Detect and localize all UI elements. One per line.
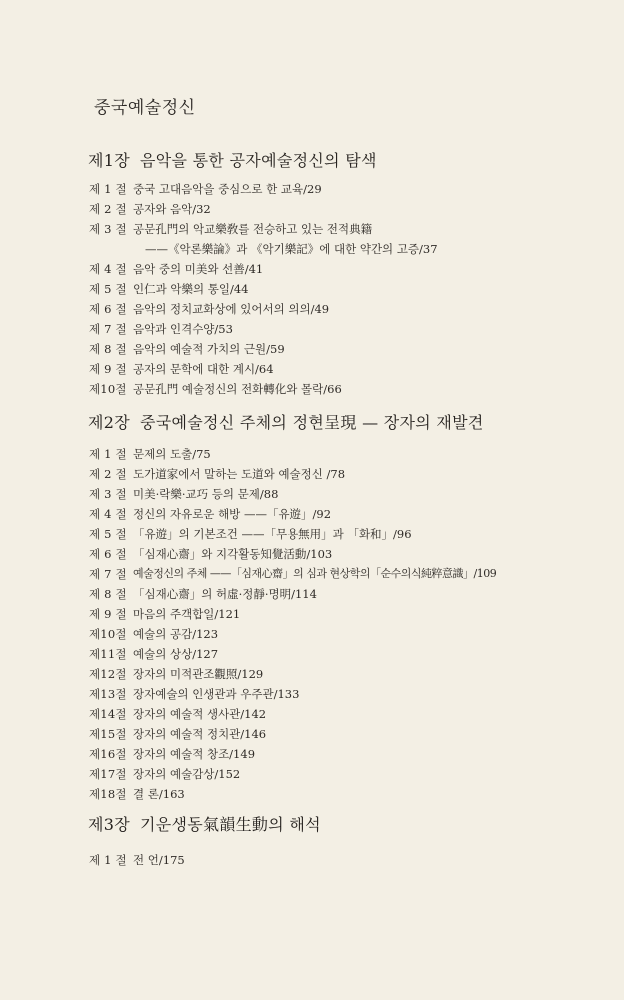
section-number: 제16절	[89, 747, 127, 761]
section-title: 음악의 정치교화상에 있어서의 의의/49	[133, 302, 330, 316]
section-title: 공자의 문학에 대한 계시/64	[133, 362, 274, 376]
section-number: 제 6 절	[89, 302, 127, 316]
section-number: 제 4 절	[89, 507, 127, 521]
section-title: 음악과 인격수양/53	[133, 322, 233, 336]
section-title: 중국 고대음악을 중심으로 한 교육/29	[133, 182, 322, 196]
section-title: 공자와 음악/32	[133, 202, 211, 216]
section-number: 제 3 절	[89, 487, 127, 501]
section-title: 「심재心齋」의 허虛·정靜·명明/114	[133, 587, 317, 601]
section-title: 마음의 주객합일/121	[133, 607, 241, 621]
section-title: 공문孔門 예술정신의 전화轉化와 몰락/66	[133, 382, 342, 396]
section-title: 예술의 공감/123	[133, 627, 219, 641]
section-title: 장자예술의 인생관과 우주관/133	[133, 687, 300, 701]
section-number: 제 9 절	[89, 607, 127, 621]
section-number: 제 6 절	[89, 547, 127, 561]
section-number: 제 2 절	[89, 467, 127, 481]
section-number: 제18절	[89, 787, 127, 801]
section-title: 결 론/163	[133, 787, 185, 801]
section-number: 제 1 절	[89, 447, 127, 461]
chapter-title: 음악을 통한 공자예술정신의 탐색	[140, 151, 377, 170]
section-title: 장자의 미적관조觀照/129	[133, 667, 264, 681]
section-title: 전 언/175	[133, 853, 185, 867]
book-title: 중국예술정신	[94, 98, 196, 118]
section-title: 장자의 예술적 창조/149	[133, 747, 256, 761]
chapter-number: 제1장	[88, 151, 130, 170]
section-title: 인仁과 악樂의 통일/44	[133, 282, 249, 296]
section-title: 장자의 예술감상/152	[133, 767, 241, 781]
chapter-number: 제3장	[88, 815, 130, 834]
chapter-2-heading	[88, 410, 484, 433]
section-title: 도가道家에서 말하는 도道와 예술정신 /78	[133, 467, 346, 481]
chapter-3-heading	[88, 812, 321, 835]
chapter-1-heading	[88, 148, 377, 171]
section-number: 제10절	[89, 627, 127, 641]
section-number: 제 7 절	[89, 567, 127, 581]
section-number: 제 8 절	[89, 587, 127, 601]
section-title: 「심재心齋」와 지각활동知覺活動/103	[133, 547, 333, 561]
section-title: 장자의 예술적 정치관/146	[133, 727, 267, 741]
section-number: 제12절	[89, 667, 127, 681]
section-title: 음악 중의 미美와 선善/41	[133, 262, 264, 276]
section-title: 음악의 예술적 가치의 근원/59	[133, 342, 285, 356]
section-number: 제15절	[89, 727, 127, 741]
section-number: 제 2 절	[89, 202, 127, 216]
section-number: 제 4 절	[89, 262, 127, 276]
section-title: 정신의 자유로운 해방 ——「유遊」/92	[133, 507, 332, 521]
section-title: 문제의 도출/75	[133, 447, 211, 461]
chapter-title: 중국예술정신 주체의 정현呈現 — 장자의 재발견	[140, 413, 484, 432]
section-number: 제11절	[89, 647, 127, 661]
section-number: 제 5 절	[89, 282, 127, 296]
section-title: 공문孔門의 악교樂敎를 전승하고 있는 전적典籍	[133, 222, 373, 236]
section-title: 「유遊」의 기본조건 ——「무용無用」과 「화和」/96	[133, 527, 412, 541]
section-number: 제 1 절	[89, 182, 127, 196]
chapter-number: 제2장	[88, 413, 130, 432]
section-number: 제 8 절	[89, 342, 127, 356]
section-number: 제 9 절	[89, 362, 127, 376]
chapter-title: 기운생동氣韻生動의 해석	[140, 815, 321, 834]
section-number: 제 3 절	[89, 222, 127, 236]
section-title: 미美·락樂·교巧 등의 문제/88	[133, 487, 279, 501]
section-title: 장자의 예술적 생사관/142	[133, 707, 267, 721]
section-number: 제13절	[89, 687, 127, 701]
section-title: ——《악론樂論》과 《악기樂記》에 대한 약간의 고증/37	[145, 242, 438, 256]
section-number: 제 7 절	[89, 322, 127, 336]
section-title: 예술의 상상/127	[133, 647, 219, 661]
section-number: 제17절	[89, 767, 127, 781]
section-number: 제 1 절	[89, 853, 127, 867]
section-title: 예술정신의 주체 ——「심재心齋」의 심과 현상학의「순수의식純粹意識」/109	[133, 567, 497, 580]
section-number: 제10절	[89, 382, 127, 396]
section-number: 제 5 절	[89, 527, 127, 541]
section-number: 제14절	[89, 707, 127, 721]
